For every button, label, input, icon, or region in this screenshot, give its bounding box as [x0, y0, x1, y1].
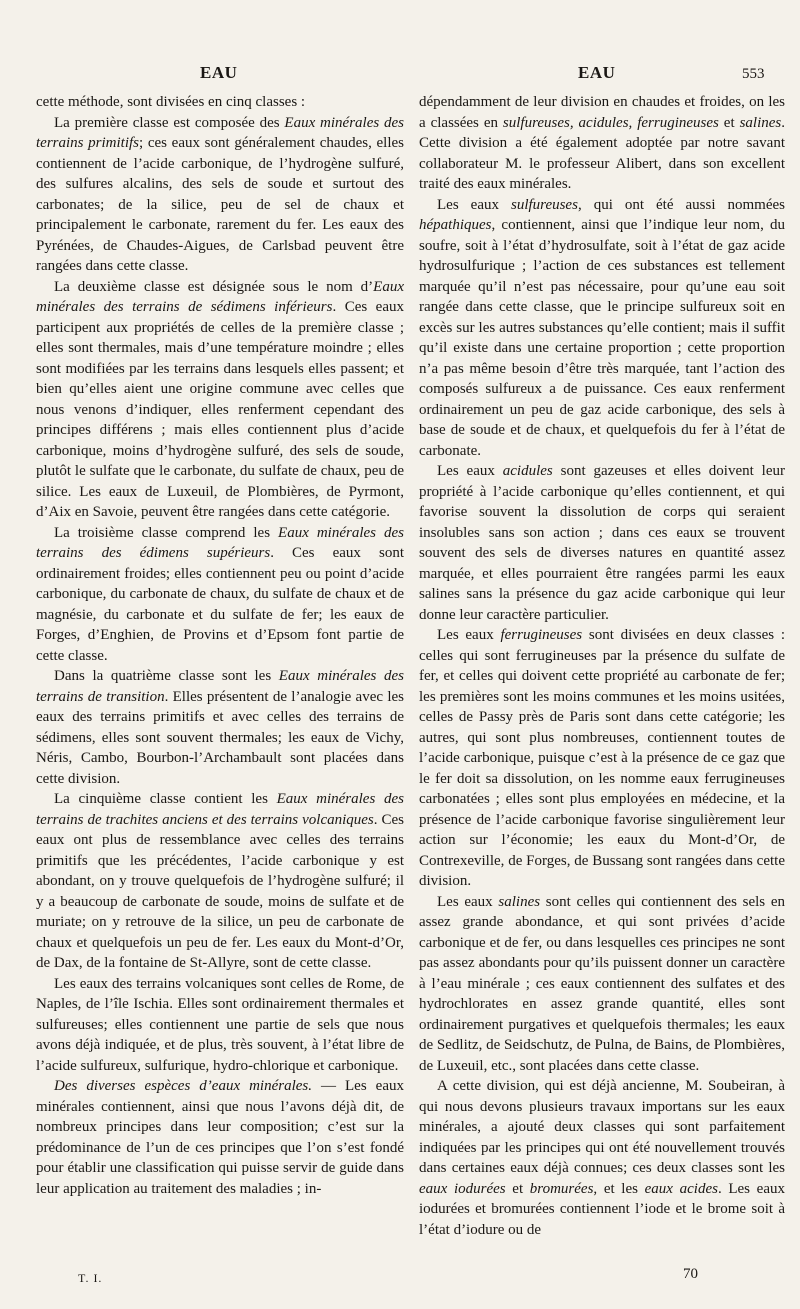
text-run: sont celles qui contiennent des sels en assez grande abondance, et qui sont privées d’acide carbonique et de fer, ou dans lesquelles ces principes ne sont pas assez abondants pour qu’ils puissent donner un caractère à l’eau minérale ; ces eaux contiennent des sulfates et des hydrochlorates en assez grande quantité, elles sont ordinairement purgatives et quelquefois thermales; les eaux de Sedlitz, de Seidschutz, de Pulna, de Bains, de Plombières, de Luxeuil, etc., sont placées dans cette classe.: [419, 893, 785, 1074]
text-run: ; ces eaux sont généralement chaudes, elles contiennent de l’acide carbonique, de l’hydrogène sulfuré, des sulfures alcalins, des sels de soude et surtout des carbonates; de la silice, peu de sel de chaux et principalement le carbonate, rarement du fer. Les eaux des Pyrénées, de Chaudes-Aigues, de Carlsbad peuvent être rangées dans cette classe.: [36, 135, 404, 274]
italic-run: Des diverses espèces d’eaux minérales.: [54, 1078, 313, 1094]
italic-run: Eaux minérales des terrains de transition: [36, 668, 404, 705]
paragraph: [36, 113, 404, 277]
italic-run: ferrugineuses: [500, 627, 583, 643]
italic-run: sulfureuses, acidules, ferrugineuses: [502, 114, 719, 131]
paragraph: [419, 461, 785, 625]
italic-run: eaux iodurées: [419, 1180, 506, 1197]
page-number: 553: [742, 66, 765, 82]
text-run: . Ces eaux ont plus de ressemblance avec celles des terrains primitifs que les précédentes, l’acide carbonique y est abondant, on y trouve quelquefois de l’hydrogène sulfuré; il y a beaucoup de carbonate de soude, moins de sulfate et de muriate; on y retrouve de la silice, un peu de carbonate de chaux et quelquefois un peu de fer. Les eaux du Mont-d’Or, de Dax, de la fontaine de St-Allyre, sont de cette classe.: [36, 811, 405, 971]
italic-run: Eaux minérales des terrains de trachites anciens et des terrains volcaniques: [36, 791, 404, 828]
paragraph: [36, 1076, 404, 1199]
text-run: A cette division, qui est déjà ancienne, M. Soubeiran, à qui nous devons plusieurs travaux importans sur les eaux minérales, a ajouté deux classes qui sont parfaitement indiquées par les principes qui ont été nouvellement trouvés dans certaines eaux déjà connues; ces deux classes sont les: [419, 1078, 785, 1176]
text-run: , contiennent, ainsi que l’indique leur nom, du soufre, soit à l’état d’hydrosulfate, soit à l’état de gaz acide hydrosulfurique ; l’action de ces substances est tellement marquée qu’il n’est pas nécessaire, pour qu’une eau soit rangée dans cette classe, que le principe sulfureux soit en excès sur les autres substances qu’elle contient; mais il suffit qu’il existe dans une certaine proportion ; cette proportion n’a pas même besoin d’être très marquée, tant l’action des composés sulfureux a de puissance. Ces eaux renferment ordinairement un peu de gaz acide carbonique, des sels à base de soude et de chaux, et quelquefois du fer à l’état de carbonate.: [419, 217, 785, 459]
text-run: Les eaux: [437, 627, 501, 643]
paragraph: [419, 1076, 785, 1240]
text-run: Les eaux des terrains volcaniques sont celles de Rome, de Naples, de l’île Ischia. Elles sont ordinairement thermales et sulfureuses; elles contiennent une partie de sels que nous avons déjà indiquée, et de plus, très souvent, à l’état libre de l’acide sulfureux, sulfurique, hydro-chlorique et carbonique.: [36, 975, 404, 1074]
text-run: Dans la quatrième classe sont les: [54, 668, 279, 684]
text-run: . Elles présentent de l’analogie avec les eaux des terrains primitifs et avec celles des terrains de sédimens, elles sont souvent thermales; les eaux de Vichy, Néris, Cambo, Bourbon-l’Archambault sont placées dans cette division.: [36, 688, 404, 787]
signature-mark: T. I.: [78, 1271, 103, 1285]
text-run: . Ces eaux sont ordinairement froides; elles contiennent peu ou point d’acide carbonique, du carbonate de chaux, du sulfate de chaux et de magnésie, du carbonate et du sulfate de fer; les eaux de Forges, d’Enghien, de Provins et d’Epsom font partie de cette classe.: [36, 545, 404, 664]
italic-run: Eaux minérales des terrains primitifs: [36, 114, 404, 151]
paragraph: [419, 625, 785, 892]
text-run: La cinquième classe contient les: [54, 791, 277, 807]
italic-run: Eaux minérales des terrains des édimens supérieurs: [36, 524, 404, 561]
text-run: sont divisées en deux classes : celles qui sont ferrugineuses par la présence du sulfate de fer, et celles qui doivent cette propriété au carbonate de fer; les premières sont les moins communes et les moins usitées, celles de Passy près de Paris sont dans cette catégorie; les autres, qui sont plus nombreuses, contiennent toutes de l’acide carbonique, puisque c’est à la présence de ce gaz que le fer doit sa dissolution, on les nomme eaux ferrugineuses carbonatées ; elles sont plus employées en médecine, et la présence de l’acide carbonique favorise singulièrement leur action sur l’économie; les eaux du Mont-d’Or, de Contrexeville, de Forges, de Bussang sont rangées dans cette division.: [419, 627, 785, 889]
text-run: Les eaux: [437, 196, 511, 213]
paragraph: [36, 523, 404, 667]
paragraph: [419, 195, 785, 462]
text-run: et: [505, 1180, 530, 1197]
text-run: — Les eaux minérales contiennent, ainsi que nous l’avons déjà dit, de nombreux principes dans leur composition; c’est sur la prédominance de l’un de ces principes que l’on s’est fondé pour établir une classification qui puisse servir de guide dans leur application au traitement des maladies ; in-: [36, 1078, 404, 1197]
text-run: . Les eaux iodurées et bromurées contiennent l’iode et le brome soit à l’état d’iodure ou de: [419, 1180, 785, 1238]
paragraph: [36, 92, 404, 113]
italic-run: Eaux minérales des terrains de sédimens inférieurs: [36, 278, 404, 315]
italic-run: bromurées: [529, 1180, 594, 1197]
text-run: La deuxième classe est désignée sous le nom d’: [54, 278, 374, 295]
paragraph: [419, 92, 785, 195]
italic-run: acidules: [502, 463, 553, 479]
right-text-column: [419, 92, 785, 1240]
sheet-number: 70: [683, 1266, 698, 1282]
text-run: La première classe est composée des: [54, 114, 285, 131]
italic-run: eaux acides: [644, 1180, 718, 1197]
text-run: et: [718, 114, 740, 131]
text-run: . Cette division a été également adoptée par notre savant collaborateur M. le professeur Alibert, dans son excellent traité des eaux minérales.: [419, 114, 785, 192]
text-run: dépendamment de leur division en chaudes et froides, on les a classées en: [419, 94, 785, 131]
italic-run: salines: [739, 114, 782, 131]
text-run: La troisième classe comprend les: [54, 524, 279, 541]
italic-run: salines: [498, 893, 541, 910]
paragraph: [419, 892, 785, 1077]
text-run: . Ces eaux participent aux propriétés de celles de la première classe ; elles sont thermales, mais d’une température moindre ; elles sont modifiées par les terrains dans lesquels elles passent; et bien qu’elles aient une origine commune avec celles que nous venons d’indiquer, elles renferment cependant des principes différens ; mais elles contiennent plus d’acide carbonique, moins d’hydrogène sulfuré, des sels de soude, plutôt le sulfate que le carbonate, du sulfate de chaux, peu de silice. Les eaux de Luxeuil, de Plombières, de Pyrmont, d’Aix en Savoie, peuvent être rangées dans cette catégorie.: [36, 299, 404, 520]
paragraph: [36, 974, 404, 1077]
text-run: Les eaux: [437, 463, 503, 479]
paragraph: [36, 277, 404, 523]
running-head-right: EAU: [578, 63, 616, 82]
paragraph: [36, 666, 404, 789]
left-text-column: [36, 92, 404, 1199]
text-run: Les eaux: [437, 893, 499, 910]
running-head-left: EAU: [200, 63, 238, 82]
text-run: sont gazeuses et elles doivent leur propriété à l’acide carbonique qu’elles contiennent, et qui favorise souvent la dissolution de corps qui seraient insolubles sans son action ; dans ces eaux se trouvent souvent des sels de diverses natures en quantité assez marquée, et elles pourraient être rangées parmi les eaux salines sans la présence du gaz acide carbonique qui leur donne leur caractère particulier.: [419, 463, 785, 623]
italic-run: hépathiques: [419, 217, 492, 233]
text-run: , qui ont été aussi nommées: [577, 196, 785, 213]
paragraph: [36, 789, 404, 974]
text-run: cette méthode, sont divisées en cinq classes :: [36, 94, 306, 110]
italic-run: sulfureuses: [510, 196, 578, 213]
text-run: , et les: [593, 1180, 645, 1197]
